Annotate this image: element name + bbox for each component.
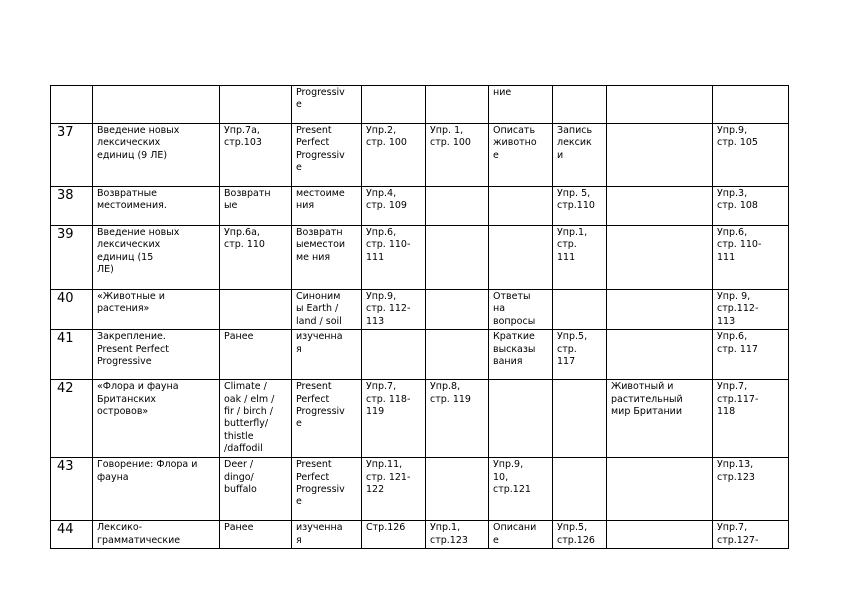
grammar-cell: местоиме ния [292, 187, 362, 226]
lesson-topic: Лексико- грамматические [93, 521, 220, 549]
speaking-cell [489, 226, 553, 290]
homework-cell: Упр.7, стр.127- [713, 521, 789, 549]
table-row [51, 86, 789, 124]
lesson-topic: «Флора и фауна Британских островов» [93, 380, 220, 458]
homework-cell: Упр.6, стр. 110- 111 [713, 226, 789, 290]
homework-cell: Упр.3, стр. 108 [713, 187, 789, 226]
reading-cell: Упр.9, стр. 112- 113 [362, 290, 426, 330]
reading-cell: Упр.7, стр. 118- 119 [362, 380, 426, 458]
writing-cell [553, 86, 607, 124]
culture-cell [607, 124, 713, 187]
listening-cell [426, 86, 489, 124]
lesson-number [51, 86, 93, 124]
grammar-cell: изученна я [292, 330, 362, 380]
culture-cell [607, 290, 713, 330]
grammar-cell: Present Perfect Progressiv е [292, 380, 362, 458]
lesson-number: 37 [51, 124, 93, 187]
grammar-cell: Progressiv е [292, 86, 362, 124]
lesson-topic: «Животные и растения» [93, 290, 220, 330]
table-row [51, 458, 789, 521]
vocabulary-cell: Упр.6а, стр. 110 [220, 226, 292, 290]
culture-cell: Животный и растительный мир Британии [607, 380, 713, 458]
lesson-number: 43 [51, 458, 93, 521]
grammar-cell: Present Perfect Progressiv е [292, 124, 362, 187]
speaking-cell [489, 380, 553, 458]
grammar-cell: изученна я [292, 521, 362, 549]
homework-cell: Упр.13, стр.123 [713, 458, 789, 521]
lesson-number: 38 [51, 187, 93, 226]
speaking-cell: Ответы на вопросы [489, 290, 553, 330]
speaking-cell: Описани е [489, 521, 553, 549]
listening-cell [426, 226, 489, 290]
lesson-topic: Говорение: Флора и фауна [93, 458, 220, 521]
culture-cell [607, 226, 713, 290]
lesson-topic: Введение новых лексических единиц (15 ЛЕ) [93, 226, 220, 290]
vocabulary-cell: Deer / dingo/ buffalo [220, 458, 292, 521]
writing-cell: Упр.1, стр. 111 [553, 226, 607, 290]
reading-cell: Упр.4, стр. 109 [362, 187, 426, 226]
listening-cell [426, 187, 489, 226]
listening-cell [426, 458, 489, 521]
homework-cell [713, 86, 789, 124]
writing-cell: Упр. 5, стр.110 [553, 187, 607, 226]
writing-cell [553, 290, 607, 330]
writing-cell: Упр.5, стр. 117 [553, 330, 607, 380]
reading-cell: Упр.6, стр. 110- 111 [362, 226, 426, 290]
table-row [51, 290, 789, 330]
speaking-cell: Упр.9, 10, стр.121 [489, 458, 553, 521]
table-row [51, 124, 789, 187]
reading-cell: Упр.11, стр. 121- 122 [362, 458, 426, 521]
writing-cell [553, 458, 607, 521]
speaking-cell: ние [489, 86, 553, 124]
lesson-number: 39 [51, 226, 93, 290]
culture-cell [607, 458, 713, 521]
table-row [51, 380, 789, 458]
vocabulary-cell: Упр.7а, стр.103 [220, 124, 292, 187]
lesson-number: 40 [51, 290, 93, 330]
culture-cell [607, 521, 713, 549]
vocabulary-cell: Climate / oak / elm / fir / birch / butterfly/ thistle /daffodil [220, 380, 292, 458]
lesson-topic [93, 86, 220, 124]
table-row [51, 521, 789, 549]
reading-cell [362, 86, 426, 124]
lesson-number: 44 [51, 521, 93, 549]
vocabulary-cell: Ранее [220, 330, 292, 380]
reading-cell [362, 330, 426, 380]
vocabulary-cell [220, 290, 292, 330]
grammar-cell: Синоним ы Earth / land / soil [292, 290, 362, 330]
writing-cell: Запись лексик и [553, 124, 607, 187]
writing-cell: Упр.5, стр.126 [553, 521, 607, 549]
listening-cell: Упр.1, стр.123 [426, 521, 489, 549]
lesson-plan-table [50, 85, 789, 549]
lesson-topic: Закрепление. Present Perfect Progressive [93, 330, 220, 380]
reading-cell: Упр.2, стр. 100 [362, 124, 426, 187]
lesson-number: 42 [51, 380, 93, 458]
table-row [51, 187, 789, 226]
listening-cell [426, 330, 489, 380]
homework-cell: Упр. 9, стр.112- 113 [713, 290, 789, 330]
lesson-number: 41 [51, 330, 93, 380]
homework-cell: Упр.7, стр.117- 118 [713, 380, 789, 458]
culture-cell [607, 187, 713, 226]
listening-cell: Упр.8, стр. 119 [426, 380, 489, 458]
table-row [51, 330, 789, 380]
homework-cell: Упр.9, стр. 105 [713, 124, 789, 187]
speaking-cell [489, 187, 553, 226]
writing-cell [553, 380, 607, 458]
listening-cell: Упр. 1, стр. 100 [426, 124, 489, 187]
vocabulary-cell: Возвратн ые [220, 187, 292, 226]
table-row [51, 226, 789, 290]
vocabulary-cell [220, 86, 292, 124]
grammar-cell: Возвратн ыеместои ме ния [292, 226, 362, 290]
lesson-topic: Введение новых лексических единиц (9 ЛЕ) [93, 124, 220, 187]
culture-cell [607, 86, 713, 124]
speaking-cell: Описать животно е [489, 124, 553, 187]
lesson-topic: Возвратные местоимения. [93, 187, 220, 226]
homework-cell: Упр.6, стр. 117 [713, 330, 789, 380]
reading-cell: Стр.126 [362, 521, 426, 549]
culture-cell [607, 330, 713, 380]
speaking-cell: Краткие высказы вания [489, 330, 553, 380]
vocabulary-cell: Ранее [220, 521, 292, 549]
grammar-cell: Present Perfect Progressiv е [292, 458, 362, 521]
listening-cell [426, 290, 489, 330]
